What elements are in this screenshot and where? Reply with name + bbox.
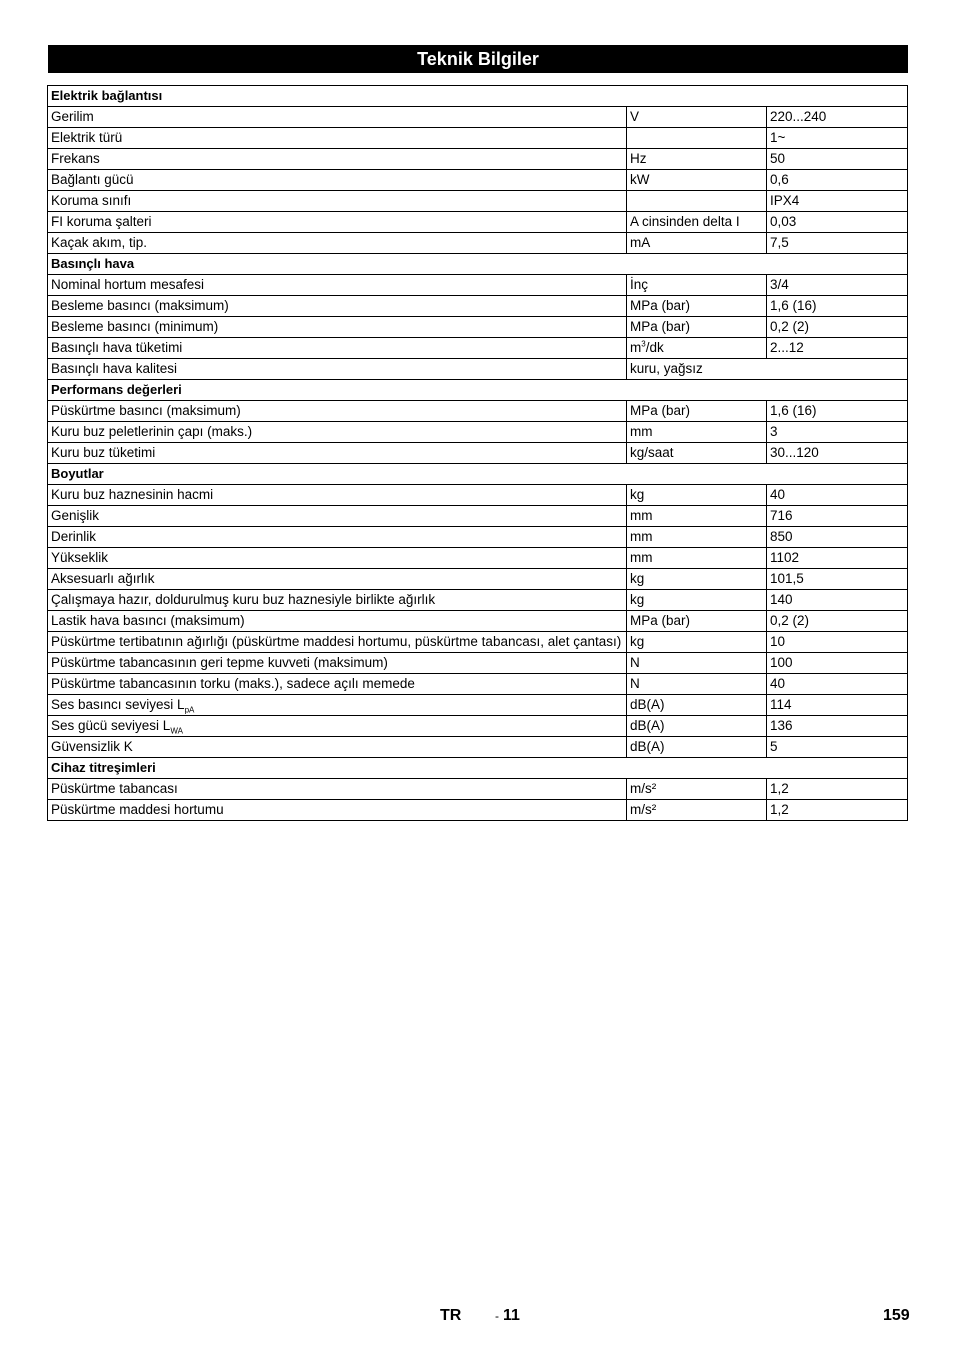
section-header-row (48, 380, 908, 401)
parameter-label: Püskürtme tertibatının ağırlığı (püskürtme maddesi hortumu, püskürtme tabancası, alet çantası) (51, 634, 622, 649)
table-row (48, 422, 908, 443)
value-cell: 1,6 (16) (767, 296, 908, 317)
parameter-cell (48, 674, 627, 695)
value-cell: 1,6 (16) (767, 401, 908, 422)
parameter-label: Elektrik türü (51, 130, 123, 145)
value-cell: 716 (767, 506, 908, 527)
unit-cell (627, 569, 767, 590)
value-cell: 220...240 (767, 107, 908, 128)
unit-label: dB(A) (630, 697, 665, 712)
value-cell: IPX4 (767, 191, 908, 212)
unit-label: kg (630, 571, 645, 586)
parameter-label: Çalışmaya hazır, doldurulmuş kuru buz haznesiyle birlikte ağırlık (51, 592, 436, 607)
table-row (48, 485, 908, 506)
unit-cell (627, 338, 767, 359)
parameter-label: Püskürtme maddesi hortumu (51, 802, 224, 817)
unit-label: kg/saat (630, 445, 674, 460)
unit-cell (627, 716, 767, 737)
table-row (48, 212, 908, 233)
unit-label: kg (630, 592, 645, 607)
value-cell: 7,5 (767, 233, 908, 254)
unit-cell (627, 674, 767, 695)
table-row (48, 695, 908, 716)
value-cell: 0,2 (2) (767, 611, 908, 632)
parameter-label: Püskürtme basıncı (maksimum) (51, 403, 241, 418)
parameter-cell (48, 191, 627, 212)
parameter-cell (48, 653, 627, 674)
parameter-label: Kuru buz peletlerinin çapı (maks.) (51, 424, 253, 439)
value-cell: 1102 (767, 548, 908, 569)
value-cell: 2...12 (767, 338, 908, 359)
unit-cell (627, 191, 767, 212)
unit-cell (627, 485, 767, 506)
section-header-row (48, 464, 908, 485)
parameter-label: Lastik hava basıncı (maksimum) (51, 613, 245, 628)
footer-dash: - (495, 1309, 499, 1323)
parameter-cell (48, 128, 627, 149)
value-cell: 140 (767, 590, 908, 611)
table-row (48, 170, 908, 191)
unit-label: kg (630, 634, 645, 649)
unit-cell (627, 506, 767, 527)
value-cell: 50 (767, 149, 908, 170)
parameter-cell (48, 338, 627, 359)
table-row (48, 548, 908, 569)
parameter-cell (48, 590, 627, 611)
parameter-cell (48, 506, 627, 527)
value-cell: 40 (767, 485, 908, 506)
unit-superscript: 3 (641, 339, 646, 349)
value-cell: 5 (767, 737, 908, 758)
parameter-label: Güvensizlik K (51, 739, 133, 754)
section-heading: Elektrik bağlantısı (48, 86, 908, 107)
unit-cell (627, 611, 767, 632)
unit-label: N (630, 655, 640, 670)
parameter-cell (48, 800, 627, 821)
section-heading: Basınçlı hava (48, 254, 908, 275)
parameter-cell (48, 149, 627, 170)
unit-label: kuru, yağsız (630, 361, 703, 376)
parameter-cell (48, 443, 627, 464)
unit-label: MPa (bar) (630, 403, 691, 418)
table-row (48, 632, 908, 653)
unit-cell (627, 296, 767, 317)
unit-label: mm (630, 529, 653, 544)
unit-cell (627, 632, 767, 653)
page-title: Teknik Bilgiler (48, 45, 908, 73)
section-heading: Boyutlar (48, 464, 908, 485)
parameter-label: Kuru buz tüketimi (51, 445, 156, 460)
unit-cell (627, 233, 767, 254)
unit-label: m/s² (630, 802, 657, 817)
table-row (48, 338, 908, 359)
unit-label: A cinsinden delta I (630, 214, 740, 229)
unit-label: V (630, 109, 640, 124)
parameter-label: Ses gücü seviyesi L (51, 718, 171, 733)
table-row (48, 401, 908, 422)
parameter-cell (48, 107, 627, 128)
unit-cell (627, 800, 767, 821)
table-row (48, 191, 908, 212)
footer-local-page (495, 1307, 520, 1325)
parameter-cell (48, 611, 627, 632)
parameter-label: Gerilim (51, 109, 94, 124)
unit-cell (627, 212, 767, 233)
parameter-cell (48, 359, 627, 380)
table-row (48, 128, 908, 149)
table-row (48, 569, 908, 590)
unit-cell (627, 128, 767, 149)
parameter-cell (48, 632, 627, 653)
table-row (48, 716, 908, 737)
value-cell: 850 (767, 527, 908, 548)
table-row (48, 296, 908, 317)
parameter-label: Kuru buz haznesinin hacmi (51, 487, 214, 502)
parameter-label: Ses basıncı seviyesi L (51, 697, 185, 712)
parameter-label: FI koruma şalteri (51, 214, 152, 229)
value-cell: 136 (767, 716, 908, 737)
unit-label: kW (630, 172, 650, 187)
table-row (48, 674, 908, 695)
table-row (48, 233, 908, 254)
unit-cell (627, 317, 767, 338)
unit-suffix: /dk (645, 340, 664, 355)
technical-data-table (47, 85, 908, 821)
unit-label: mm (630, 424, 653, 439)
unit-label: mm (630, 508, 653, 523)
section-heading: Cihaz titreşimleri (48, 758, 908, 779)
parameter-label: Püskürtme tabancası (51, 781, 178, 796)
parameter-cell (48, 401, 627, 422)
parameter-cell (48, 485, 627, 506)
unit-label: kg (630, 487, 645, 502)
unit-cell (627, 527, 767, 548)
parameter-cell (48, 569, 627, 590)
parameter-cell (48, 695, 627, 716)
table-row (48, 590, 908, 611)
unit-label: N (630, 676, 640, 691)
unit-cell (627, 653, 767, 674)
parameter-label: Püskürtme tabancasının geri tepme kuvveti (maksimum) (51, 655, 388, 670)
unit-label: mm (630, 550, 653, 565)
parameter-cell (48, 170, 627, 191)
value-cell: 0,6 (767, 170, 908, 191)
parameter-cell (48, 275, 627, 296)
value-cell: 3/4 (767, 275, 908, 296)
unit-cell (627, 170, 767, 191)
unit-cell (627, 443, 767, 464)
value-cell: 1,2 (767, 800, 908, 821)
section-heading: Performans değerleri (48, 380, 908, 401)
unit-cell (627, 590, 767, 611)
table-row (48, 443, 908, 464)
value-cell: 10 (767, 632, 908, 653)
unit-label: dB(A) (630, 718, 665, 733)
table-row (48, 506, 908, 527)
parameter-cell (48, 212, 627, 233)
value-cell: 0,2 (2) (767, 317, 908, 338)
table-row (48, 107, 908, 128)
value-cell: 40 (767, 674, 908, 695)
parameter-label: Basınçlı hava tüketimi (51, 340, 183, 355)
unit-label: m (630, 340, 642, 355)
table-row (48, 653, 908, 674)
parameter-cell (48, 737, 627, 758)
parameter-label: Derinlik (51, 529, 97, 544)
unit-cell (627, 149, 767, 170)
parameter-cell (48, 527, 627, 548)
footer-language: TR (440, 1307, 462, 1324)
table-row (48, 611, 908, 632)
footer-local-page-number: 11 (503, 1307, 520, 1324)
parameter-label: Genişlik (51, 508, 100, 523)
section-header-row (48, 758, 908, 779)
value-cell: 0,03 (767, 212, 908, 233)
value-cell: 3 (767, 422, 908, 443)
unit-label: Hz (630, 151, 647, 166)
section-header-row (48, 86, 908, 107)
unit-cell (627, 548, 767, 569)
unit-label: MPa (bar) (630, 319, 691, 334)
unit-cell (627, 275, 767, 296)
table-row (48, 275, 908, 296)
table-row (48, 800, 908, 821)
parameter-label: Nominal hortum mesafesi (51, 277, 205, 292)
table-row (48, 317, 908, 338)
parameter-cell (48, 716, 627, 737)
unit-cell (627, 737, 767, 758)
parameter-cell (48, 233, 627, 254)
unit-label: m/s² (630, 781, 657, 796)
table-row (48, 779, 908, 800)
parameter-label: Koruma sınıfı (51, 193, 132, 208)
unit-cell (627, 107, 767, 128)
value-cell: 1~ (767, 128, 908, 149)
parameter-label: Aksesuarlı ağırlık (51, 571, 155, 586)
parameter-label: Püskürtme tabancasının torku (maks.), sadece açılı memede (51, 676, 415, 691)
parameter-label: Yükseklik (51, 550, 109, 565)
unit-label: mA (630, 235, 651, 250)
parameter-label: Kaçak akım, tip. (51, 235, 148, 250)
table-row (48, 359, 908, 380)
parameter-label: Frekans (51, 151, 100, 166)
unit-cell (627, 779, 767, 800)
value-cell: 1,2 (767, 779, 908, 800)
parameter-cell (48, 296, 627, 317)
parameter-label: Bağlantı gücü (51, 172, 134, 187)
unit-label: MPa (bar) (630, 613, 691, 628)
parameter-label: Basınçlı hava kalitesi (51, 361, 178, 376)
parameter-label: Besleme basıncı (minimum) (51, 319, 219, 334)
unit-label: MPa (bar) (630, 298, 691, 313)
parameter-label-subscript: WA (170, 726, 183, 736)
table-row (48, 737, 908, 758)
value-cell: 101,5 (767, 569, 908, 590)
unit-cell (627, 359, 908, 380)
value-cell: 114 (767, 695, 908, 716)
unit-cell (627, 422, 767, 443)
parameter-cell (48, 548, 627, 569)
unit-cell (627, 695, 767, 716)
footer-page-number: 159 (883, 1307, 910, 1324)
section-header-row (48, 254, 908, 275)
unit-cell (627, 401, 767, 422)
unit-label: dB(A) (630, 739, 665, 754)
table-row (48, 527, 908, 548)
parameter-cell (48, 422, 627, 443)
unit-label: İnç (630, 277, 649, 292)
value-cell: 30...120 (767, 443, 908, 464)
parameter-label: Besleme basıncı (maksimum) (51, 298, 229, 313)
value-cell: 100 (767, 653, 908, 674)
parameter-label-subscript: pA (184, 705, 195, 715)
parameter-cell (48, 779, 627, 800)
parameter-cell (48, 317, 627, 338)
table-row (48, 149, 908, 170)
